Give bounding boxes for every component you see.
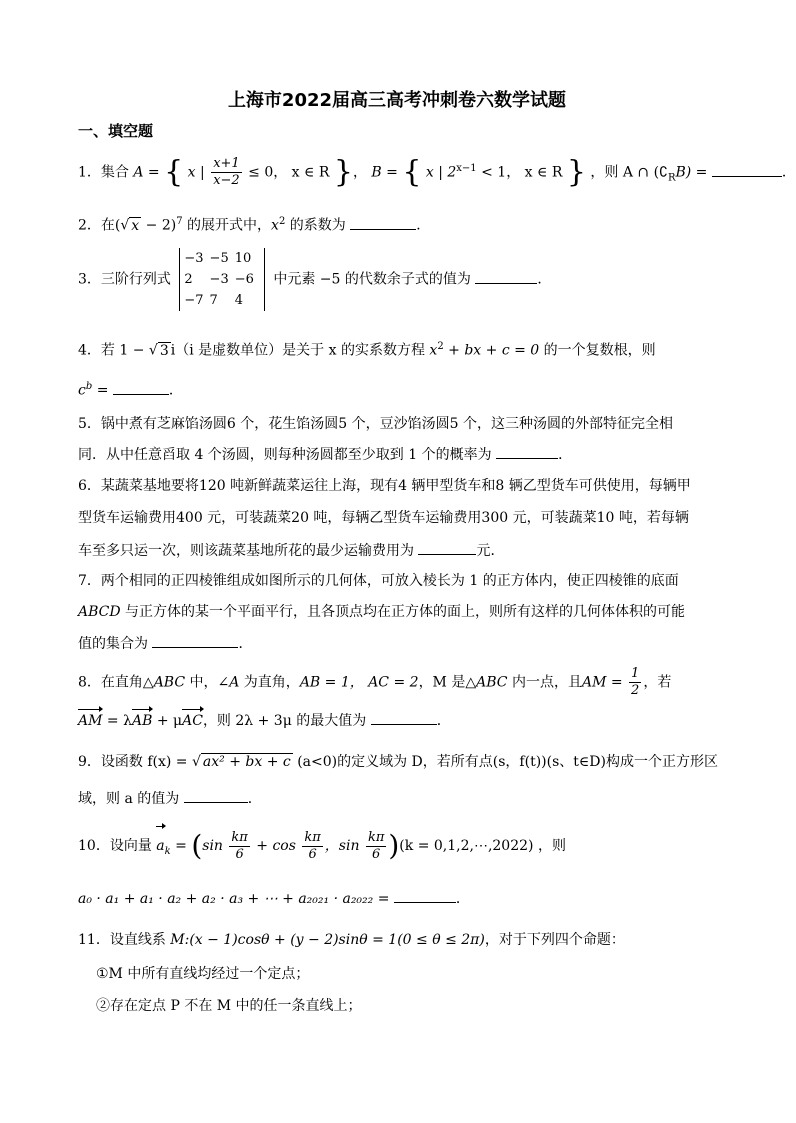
matrix-cell: −7	[184, 293, 204, 308]
question-8-line2: AM = λAB + μAC，则 2λ + 3μ 的最大值为 ．	[78, 710, 718, 731]
section-heading: 一、填空题	[78, 122, 154, 140]
matrix-cell: −3	[184, 251, 204, 266]
matrix-row	[184, 290, 260, 311]
fraction: $\frac{k\pi}{6}$	[367, 829, 385, 862]
question-10: 10．设向量 $a_k = (\sin$ $\frac{k\pi}{6}$ + cos $\frac{k\pi}{6}$ ，sin $\frac{k\pi}{6}$ )(k = 0,1,2,⋯,2022) ，则	[78, 829, 566, 862]
fraction: $\frac{k\pi}{6}$	[304, 829, 321, 862]
fraction: $\frac{x+1}{x-2}$	[213, 156, 240, 188]
question-6-line3: 车至多只运一次，则该蔬菜基地所花的最少运输费用为 元．	[78, 540, 718, 561]
matrix-cell: −5	[209, 251, 229, 266]
question-1: 1．集合 A = { x | $\frac{x+1}{x-2}$ ≤ 0， x ∈ R }， B = { x | $2^{x-1} < 1$， x ∈ R } ，则 A ∩ $(∁_RB)$ = ．	[78, 154, 796, 190]
matrix-cell: 4	[234, 293, 243, 308]
answer-blank[interactable]	[394, 888, 456, 903]
answer-blank[interactable]	[475, 269, 537, 284]
answer-blank[interactable]	[350, 215, 416, 230]
matrix-cell: 10	[234, 251, 252, 266]
matrix-row	[184, 248, 260, 269]
question-9-line2: 域，则 a 的值为 ．	[78, 788, 718, 809]
question-7: 7．两个相同的正四棱锥组成如图所示的几何体，可放入棱长为 1 的正方体内，使正四棱锥的底面	[78, 573, 679, 589]
question-9: 9．设函数 f(x) = √ ax² + bx + c (a<0)的定义域为 D，若所有点(s，f(t))(s、t∈D)构成一个正方形区	[78, 754, 718, 770]
question-10-line2: a₀ · a₁ + a₁ · a₂ + a₂ · a₃ + ⋯ + a₂₀₂₁ · a₂₀₂₂ = ．	[78, 888, 718, 909]
question-5-line2: 同．从中任意舀取 4 个汤圆，则每种汤圆都至少取到 1 个的概率为 ．	[78, 444, 718, 465]
question-6-line2: 型货车运输费用400 元，可装蔬菜20 吨，每辆乙型货车运输费用300 元，可装蔬菜10 吨，若每辆	[78, 510, 689, 526]
answer-blank[interactable]	[113, 380, 169, 395]
answer-blank[interactable]	[496, 444, 558, 459]
question-5: 5．锅中煮有芝麻馅汤圆6 个，花生馅汤圆5 个，豆沙馅汤圆5 个，这三种汤圆的外部特征完全相	[78, 416, 673, 432]
answer-blank[interactable]	[418, 540, 476, 555]
answer-blank[interactable]	[371, 710, 437, 725]
determinant	[179, 248, 265, 311]
question-2: 2．在(√ x − 2)$^7$ 的展开式中，$x^2$ 的系数为 ．	[78, 216, 431, 234]
question-4-line2: $c^b$ = ．	[78, 381, 183, 399]
fraction: $\frac{1}{2}$	[631, 666, 640, 698]
question-11: 11．设直线系 M:(x − 1)cosθ + (y − 2)sinθ = 1(0 ≤ θ ≤ 2π)，对于下列四个命题：	[78, 932, 625, 948]
question-11-item2: ②存在定点 P 不在 M 中的任一条直线上；	[96, 998, 362, 1014]
question-3: 3．三阶行列式 −3 −5 10 2 −3 −6 −7 7 4 中元素 −5 的代数余子式的值为 ．	[78, 248, 718, 311]
matrix-cell: −6	[234, 272, 254, 287]
answer-blank[interactable]	[184, 788, 248, 803]
question-6: 6．某蔬菜基地要将120 吨新鲜蔬菜运往上海，现有4 辆甲型货车和8 辆乙型货车可供使用，每辆甲	[78, 478, 691, 494]
question-8: 8．在直角△ABC 中，∠A 为直角，AB = 1， AC = 2，M 是△ABC 内一点，且AM = $\frac{1}{2}$ ，若	[78, 666, 672, 698]
matrix-cell: 2	[184, 272, 193, 287]
answer-blank[interactable]	[712, 162, 782, 177]
matrix-cell: −3	[209, 272, 229, 287]
question-4: 4．若 1 − √ 3 i（i 是虚数单位）是关于 x 的实系数方程 $x^2$ + bx + c = 0 的一个复数根，则	[78, 341, 656, 359]
page-title: 上海市2022届高三高考冲刺卷六数学试题	[227, 90, 567, 111]
question-11-item1: ①M 中所有直线均经过一个定点；	[96, 966, 310, 982]
question-7-line3: 值的集合为 ．	[78, 633, 718, 654]
fraction: $\frac{k\pi}{6}$	[231, 829, 248, 862]
matrix-cell: 7	[209, 293, 218, 308]
question-7-line2: ABCD 与正方体的某一个平面平行，且各顶点均在正方体的面上，则所有这样的几何体体积的可能	[78, 604, 686, 620]
answer-blank[interactable]	[152, 633, 238, 648]
matrix-row	[184, 269, 260, 290]
